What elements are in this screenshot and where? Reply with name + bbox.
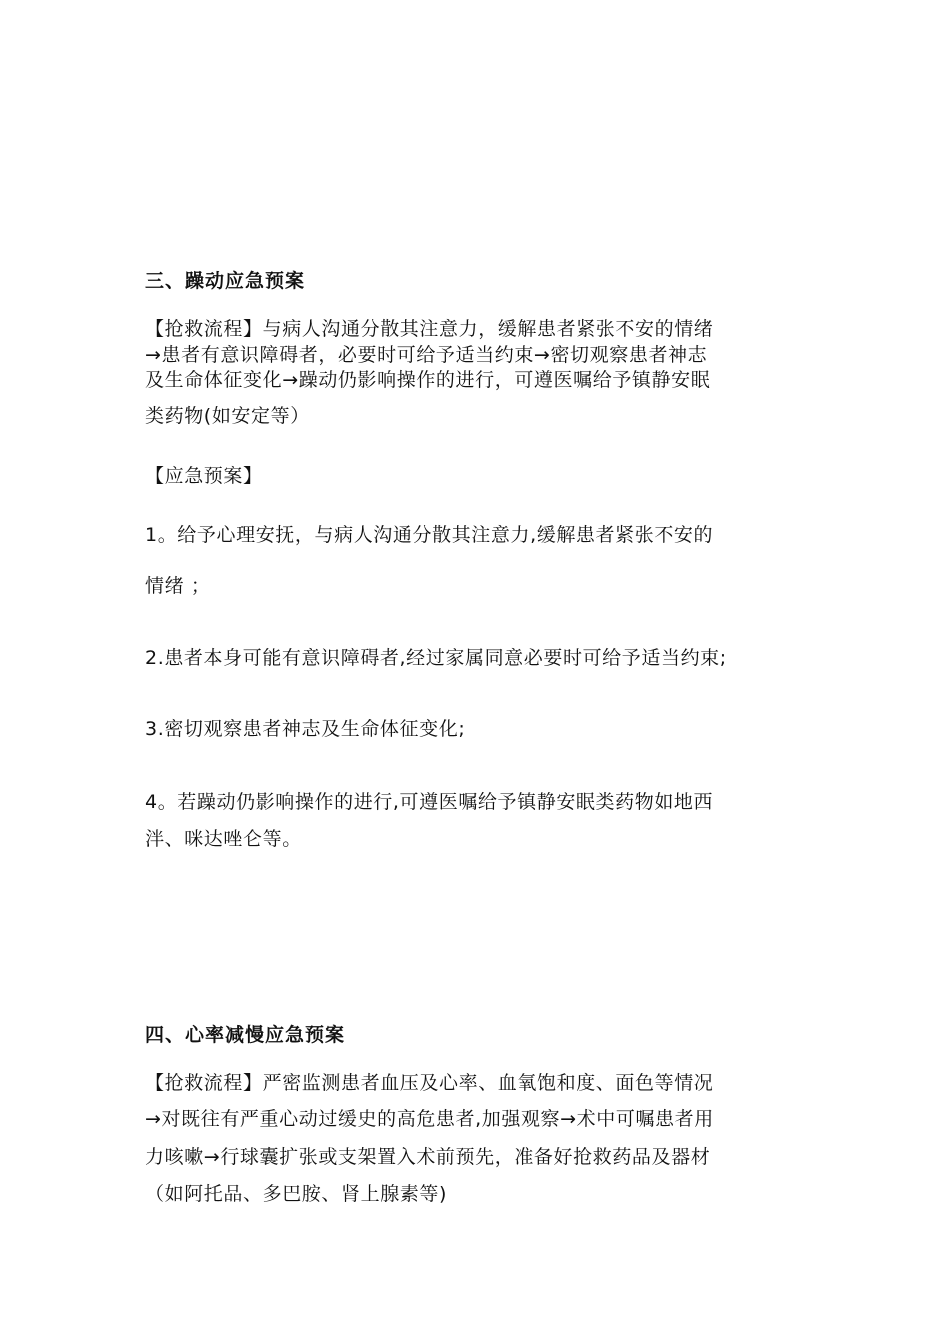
section-4-flow-line: （如阿托品、多巴胺、肾上腺素等) <box>145 1183 448 1205</box>
plan-item-2: 2.患者本身可能有意识障碍者,经过家属同意必要时可给予适当约束; <box>145 647 727 669</box>
section-3-flow-line: →患者有意识障碍者，必要时可给予适当约束→密切观察患者神志 <box>145 344 708 366</box>
section-4-flow-line: 力咳嗽→行球囊扩张或支架置入术前预先，准备好抢救药品及器材 <box>145 1146 711 1168</box>
section-4-flow-line: →对既往有严重心动过缓史的高危患者,加强观察→术中可嘱患者用 <box>145 1108 714 1130</box>
section-4-title: 四、心率减慢应急预案 <box>145 1024 346 1046</box>
section-4-flow-line: 【抢救流程】严密监测患者血压及心率、血氧饱和度、面色等情况 <box>145 1072 714 1094</box>
section-3-flow-line: 类药物(如安定等） <box>145 405 310 427</box>
plan-item-3: 3.密切观察患者神志及生命体征变化; <box>145 718 466 740</box>
plan-item-1-line: 1。给予心理安抚，与病人沟通分散其注意力,缓解患者紧张不安的 <box>145 524 714 546</box>
emergency-plan-heading: 【应急预案】 <box>145 465 263 487</box>
plan-item-4-line: 4。若躁动仍影响操作的进行,可遵医嘱给予镇静安眠类药物如地西 <box>145 791 714 813</box>
plan-item-1-line: 情绪 ； <box>145 575 211 597</box>
section-3-flow-line: 及生命体征变化→躁动仍影响操作的进行，可遵医嘱给予镇静安眠 <box>145 369 711 391</box>
section-3-flow-line: 【抢救流程】与病人沟通分散其注意力，缓解患者紧张不安的情绪 <box>145 318 714 340</box>
section-3-title: 三、躁动应急预案 <box>145 270 306 292</box>
plan-item-4-line: 泮、咪达唑仑等。 <box>145 828 302 850</box>
